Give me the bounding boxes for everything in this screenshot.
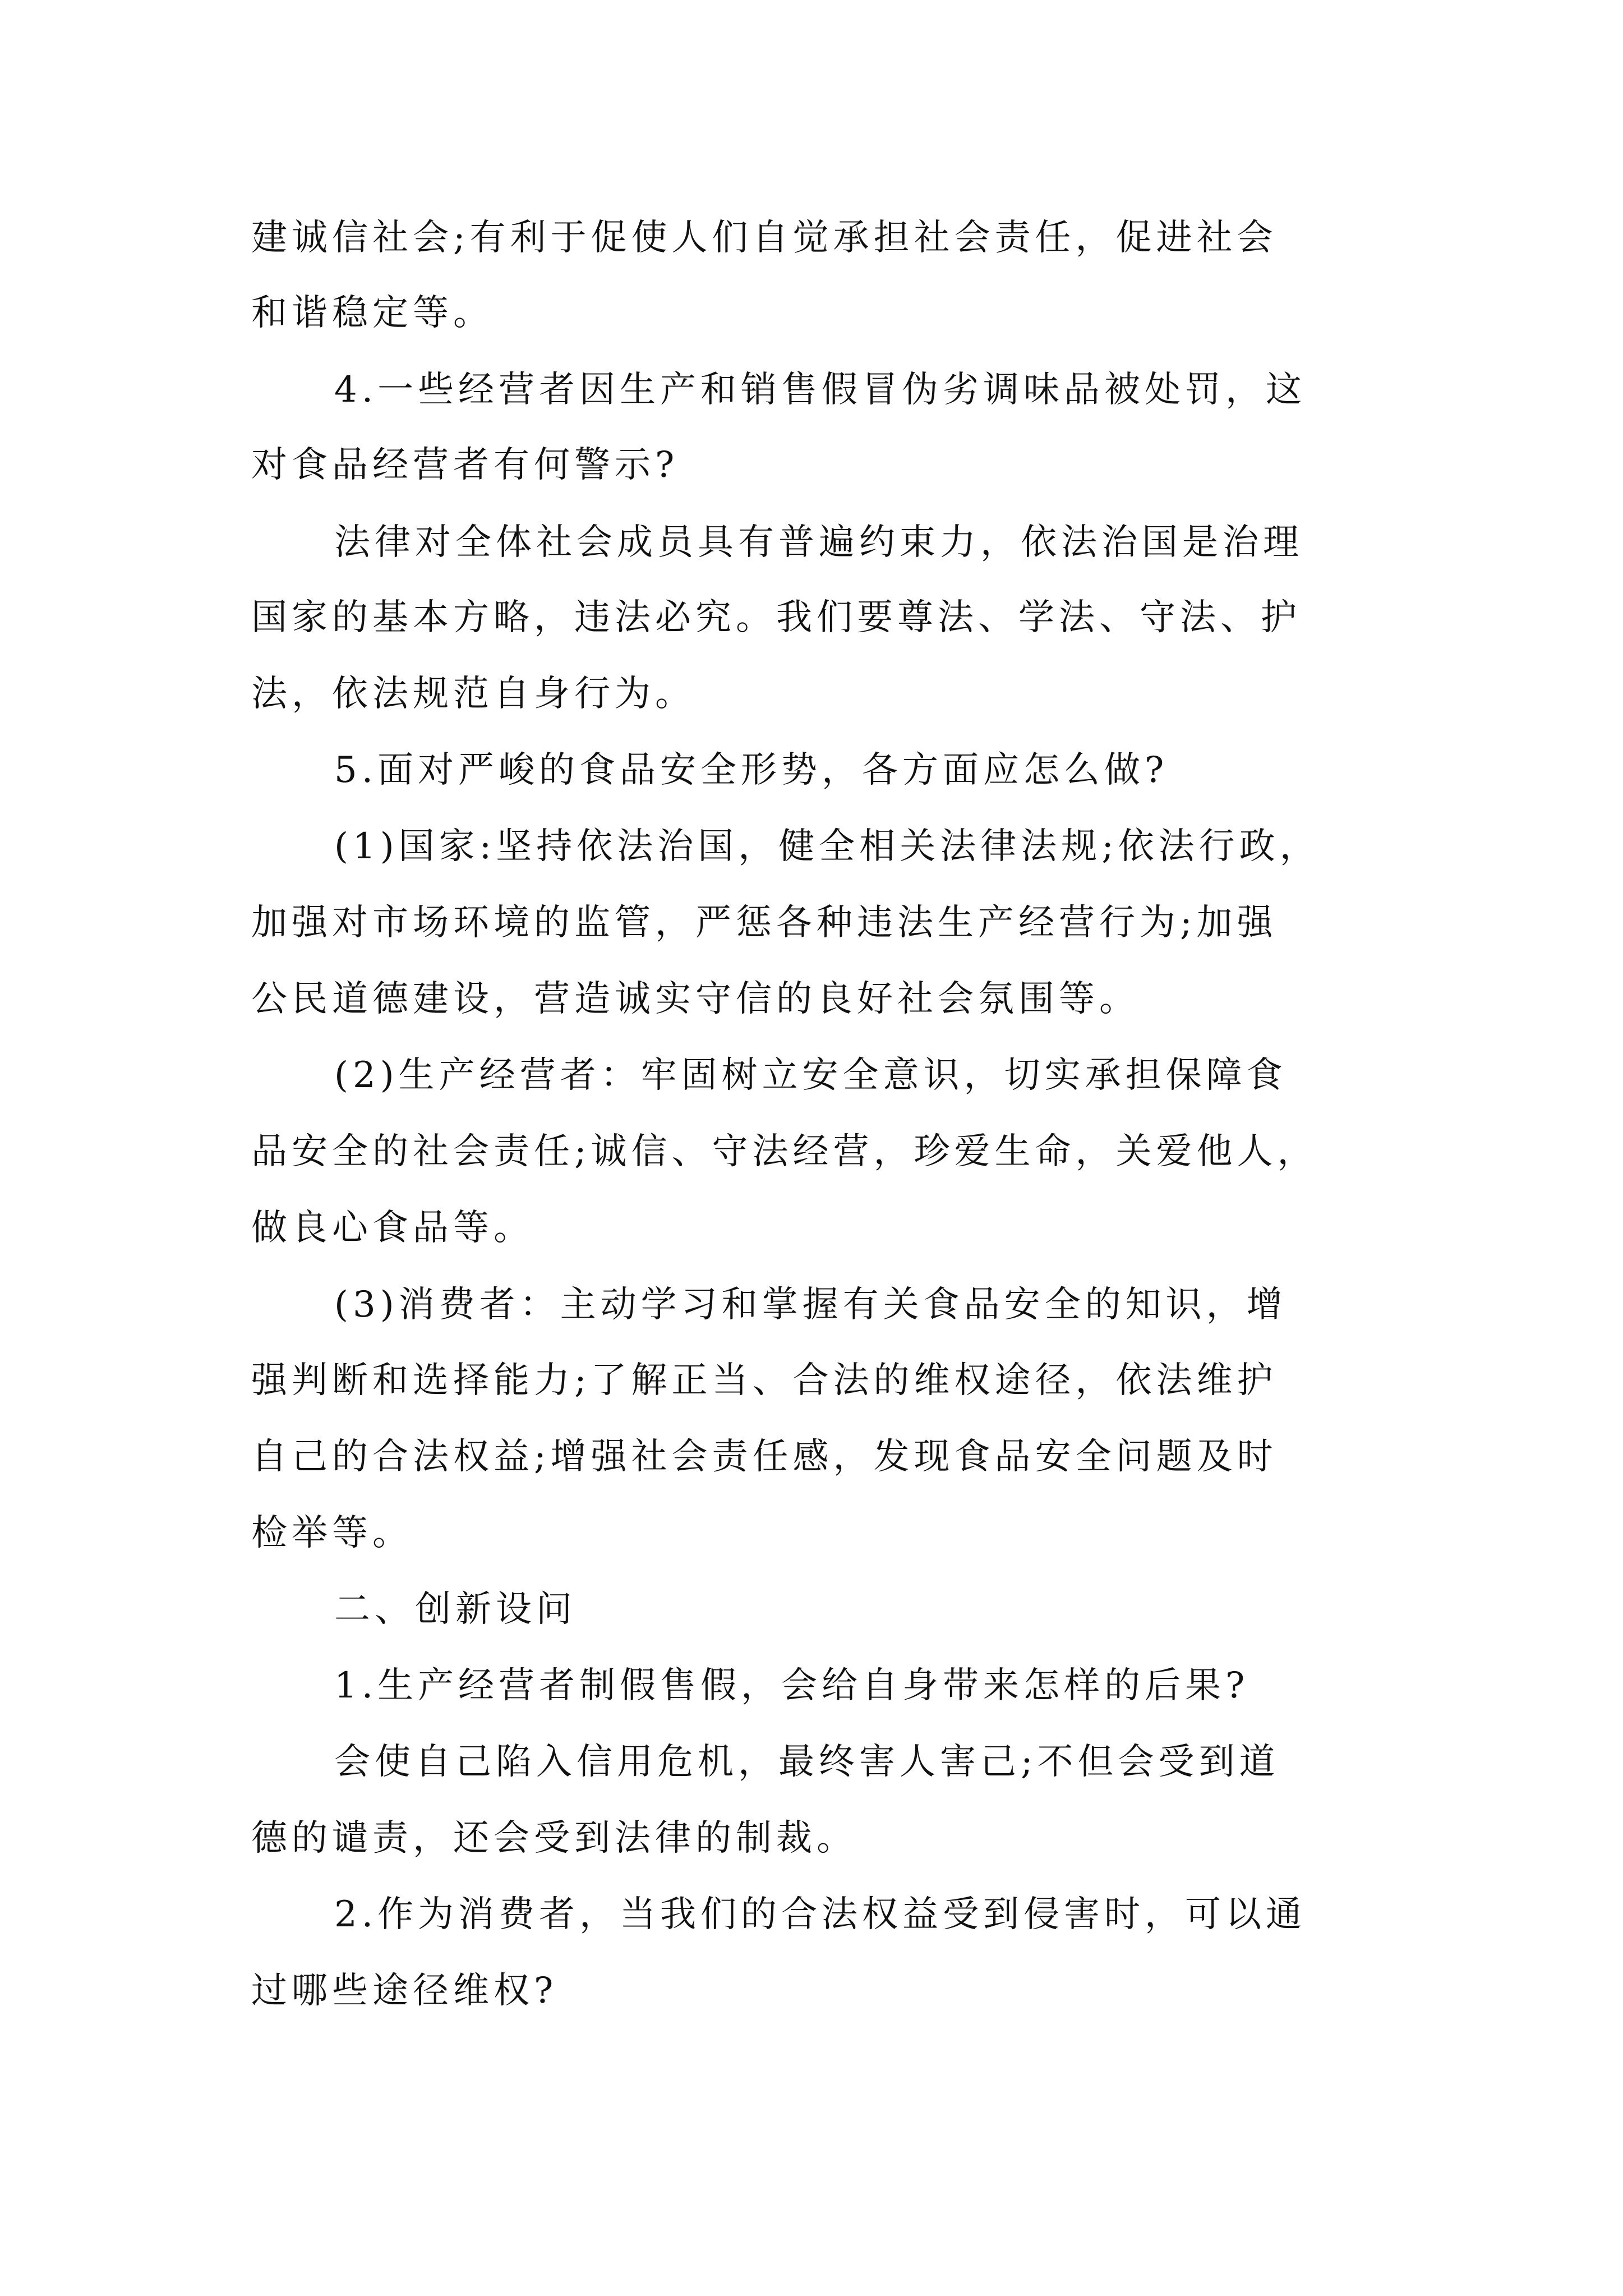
text-line: 德的谴责，还会受到法律的制裁。 [251,1818,857,1859]
text-line: 检举等。 [251,1512,413,1554]
text-line: (1)国家:坚持依法治国，健全相关法律法规;依法行政， [334,826,1320,867]
text-line: 会使自己陷入信用危机，最终害人害己;不但会受到道 [334,1741,1280,1783]
text-line: 品安全的社会责任;诚信、守法经营，珍爱生命，关爱他人， [251,1131,1318,1172]
text-line: 和谐稳定等。 [251,292,494,334]
text-line: 强判断和选择能力;了解正当、合法的维权途径，依法维护 [251,1360,1278,1401]
question-heading: 对食品经营者有何警示? [251,444,679,486]
question-heading: 4.一些经营者因生产和销售假冒伪劣调味品被处罚，这 [334,369,1307,411]
question-heading: 过哪些途径维权? [251,1970,558,2012]
question-heading: 2.作为消费者，当我们的合法权益受到侵害时，可以通 [334,1894,1307,1935]
text-line: 国家的基本方略，违法必究。我们要尊法、学法、守法、护 [251,597,1301,638]
question-heading: 1.生产经营者制假售假，会给自身带来怎样的后果? [334,1665,1249,1706]
text-line: 做良心食品等。 [251,1207,534,1249]
section-heading: 二、创新设问 [334,1589,577,1630]
text-line: 法律对全体社会成员具有普遍约束力，依法治国是治理 [334,522,1303,563]
text-line: 自己的合法权益;增强社会责任感，发现食品安全问题及时 [251,1436,1278,1478]
question-heading: 5.面对严峻的食品安全形势，各方面应怎么做? [334,749,1169,791]
text-line: (3)消费者：主动学习和掌握有关食品安全的知识，增 [334,1284,1287,1326]
text-line: (2)生产经营者：牢固树立安全意识，切实承担保障食 [334,1055,1287,1096]
text-line: 公民道德建设，营造诚实守信的良好社会氛围等。 [251,978,1140,1020]
text-line: 法，依法规范自身行为。 [251,673,695,715]
text-line: 加强对市场环境的监管，严惩各种违法生产经营行为;加强 [251,902,1278,944]
text-line: 建诚信社会;有利于促使人们自觉承担社会责任，促进社会 [251,217,1278,259]
